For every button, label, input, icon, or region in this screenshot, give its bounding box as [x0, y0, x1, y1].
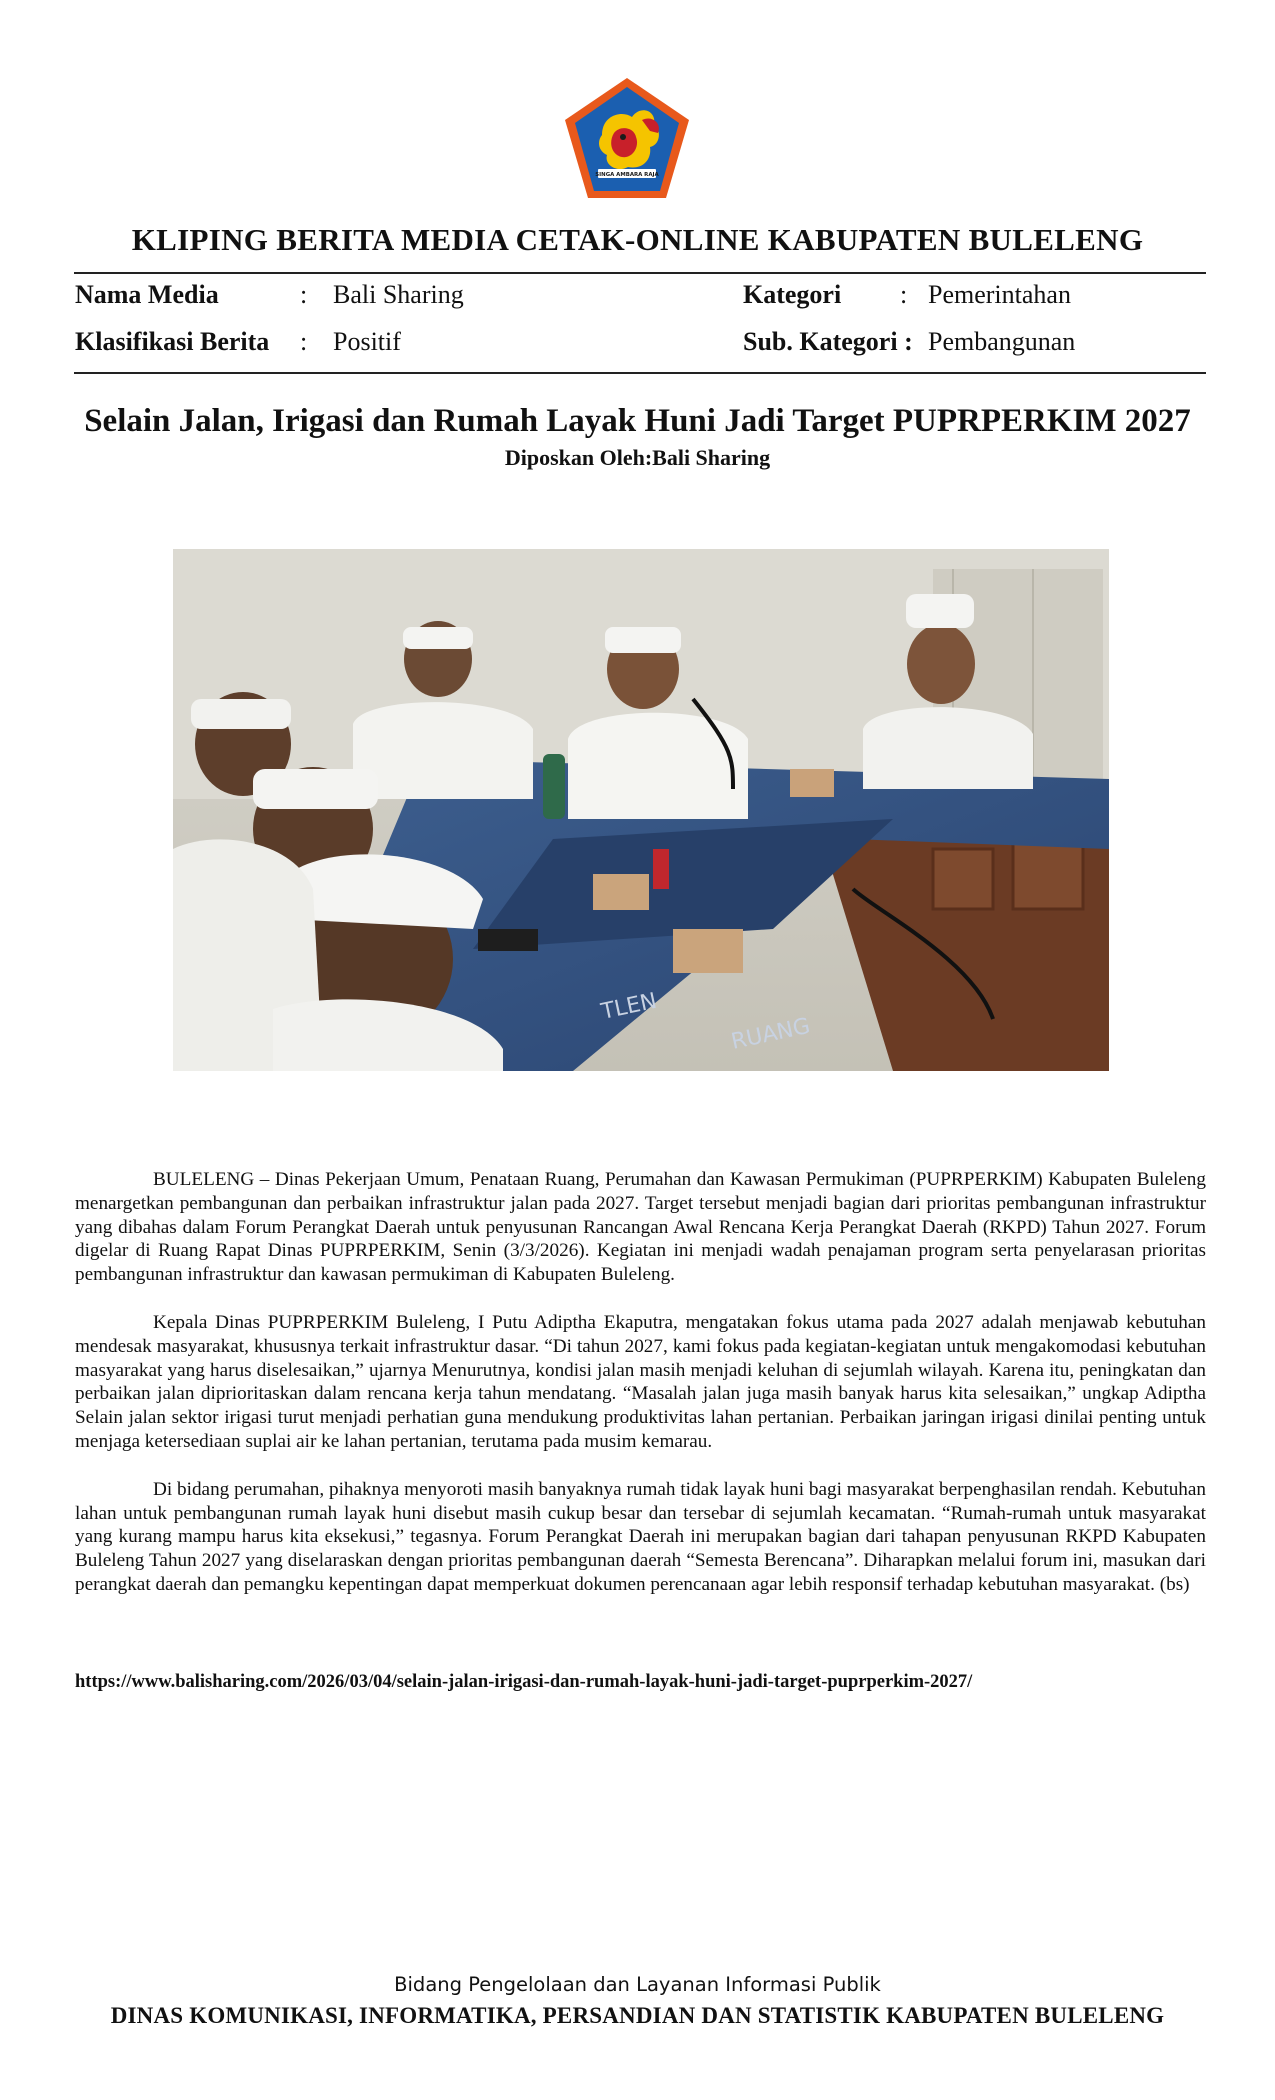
footer-agency: DINAS KOMUNIKASI, INFORMATIKA, PERSANDIAN DAN STATISTIK KABUPATEN BULELENG — [110, 2003, 1165, 2028]
category-value: Pemerintahan — [928, 280, 1071, 309]
category-label: Kategori — [743, 280, 842, 309]
header-divider-top — [74, 272, 1206, 274]
news-classification-colon: : — [300, 327, 308, 356]
sub-category-value: Pembangunan — [928, 327, 1076, 356]
article-paragraph: BULELENG – Dinas Pekerjaan Umum, Penataan Ruang, Perumahan dan Kawasan Permukiman (PUPRPERKIM) Kabupaten Buleleng menargetkan pembangunan dan perbaikan infrastruktur jalan pada 2027. Target tersebut menjadi bagian dari prioritas pembangunan infrastruktur yang dibahas dalam Forum Perangkat Daerah untuk penyusunan Rancangan Awal Rencana Kerja Perangkat Daerah (RKPD) Tahun 2027. Forum digelar di Ruang Rapat Dinas PUPRPERKIM, Senin (3/3/2026). Kegiatan ini menjadi wadah penajaman program serta penyelarasan prioritas pembangunan infrastruktur dan kawasan permukiman di Kabupaten Buleleng. — [75, 1169, 1206, 1286]
article-photo — [173, 549, 1109, 1071]
svg-text:TLEN: TLEN — [599, 988, 660, 1025]
sub-category-label: Sub. Kategori : — [743, 327, 913, 356]
header-divider-bottom — [74, 372, 1206, 374]
article-byline: Diposkan Oleh:Bali Sharing — [504, 445, 771, 470]
footer-division: Bidang Pengelolaan dan Layanan Informasi Publik — [394, 1973, 881, 1996]
news-classification-value: Positif — [333, 327, 401, 356]
svg-text:RUANG: RUANG — [729, 1013, 813, 1055]
media-name-value: Bali Sharing — [333, 280, 464, 309]
article-paragraph: Di bidang perumahan, pihaknya menyoroti masih banyaknya rumah tidak layak huni bagi masyarakat berpenghasilan rendah. Kebutuhan lahan untuk pembangunan rumah layak huni disebut masih cukup besar dan tersebar di sejumlah kecamatan. “Rumah-rumah untuk masyarakat yang kurang mampu harus kita eksekusi,” tegasnya. Forum Perangkat Daerah ini merupakan bagian dari tahapan penyusunan RKPD Kabupaten Buleleng Tahun 2027 yang diselaraskan dengan prioritas pembangunan daerah “Semesta Berencana”. Diharapkan melalui forum ini, masukan dari perangkat daerah dan pemangku kepentingan dapat memperkuat dokumen perencanaan agar lebih responsif terhadap kebutuhan masyarakat. (bs) — [75, 1478, 1206, 1595]
buleleng-regency-logo — [562, 75, 692, 201]
news-classification-label: Klasifikasi Berita — [75, 327, 270, 356]
media-name-colon: : — [300, 280, 308, 309]
category-colon: : — [900, 280, 908, 309]
article-title: Selain Jalan, Irigasi dan Rumah Layak Huni Jadi Target PUPRPERKIM 2027 — [84, 403, 1191, 439]
article-paragraph: Kepala Dinas PUPRPERKIM Buleleng, I Putu Adiptha Ekaputra, mengatakan fokus utama pada 2027 adalah menjawab kebutuhan mendesak masyarakat, khususnya terkait infrastruktur dasar. “Di tahun 2027, kami fokus pada kegiatan-kegiatan untuk mengakomodasi kebutuhan masyarakat yang harus diselesaikan,” ujarnya Menurutnya, kondisi jalan masih menjadi keluhan di sejumlah wilayah. Karena itu, peningkatan dan perbaikan jalan diprioritaskan dalam rencana kerja tahun mendatang. “Masalah jalan juga masih banyak harus kita selesaikan,” ungkap Adiptha Selain jalan sektor irigasi turut menjadi perhatian guna mendukung produktivitas lahan pertanian. Perbaikan jaringan irigasi dinilai penting untuk menjaga ketersediaan suplai air ke lahan pertanian, terutama pada musim kemarau. — [75, 1311, 1206, 1452]
media-name-label: Nama Media — [75, 280, 219, 309]
source-url-link[interactable]: https://www.balisharing.com/2026/03/04/selain-jalan-irigasi-dan-rumah-layak-huni-jadi-target-puprperkim-2027/ — [75, 1672, 973, 1692]
clipping-header-title: KLIPING BERITA MEDIA CETAK-ONLINE KABUPATEN BULELENG — [131, 222, 1144, 257]
svg-text:SINGA AMBARA RAJA: SINGA AMBARA RAJA — [595, 172, 659, 178]
article-body — [75, 1168, 1206, 1621]
